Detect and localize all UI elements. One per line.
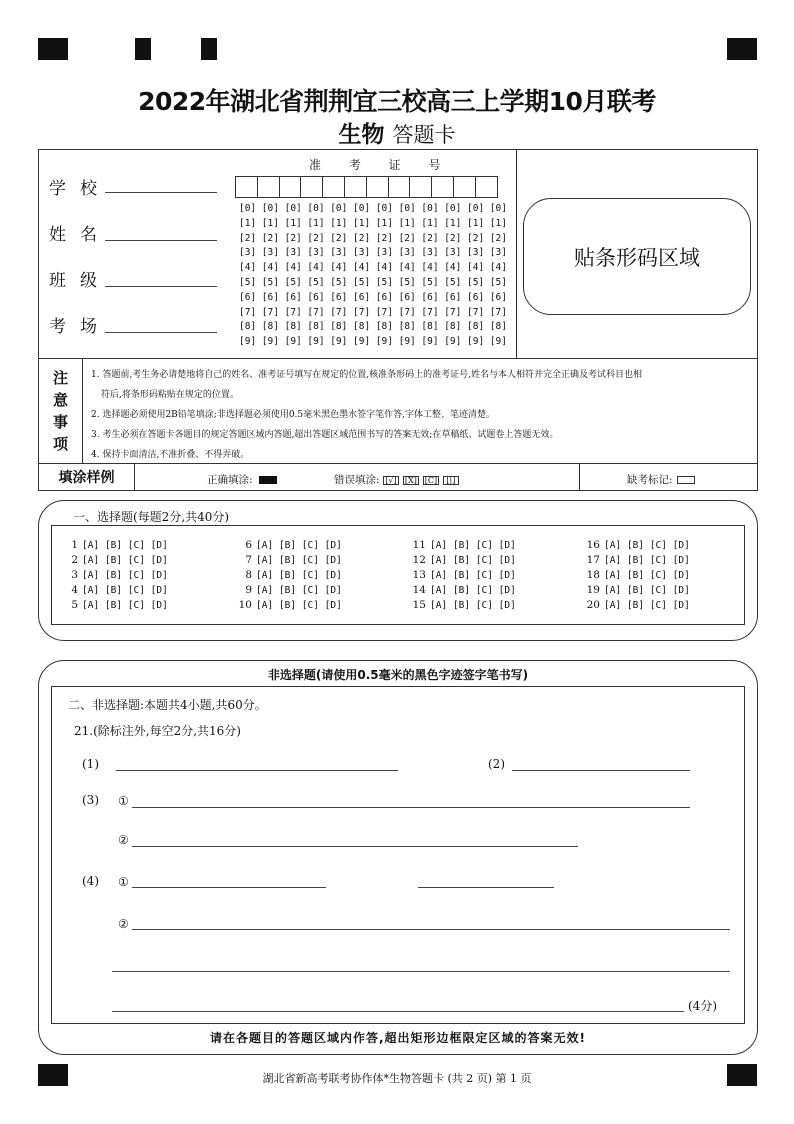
exam-id-label: 准 考 证 号 xyxy=(309,158,453,172)
digit-bubble[interactable]: [3] xyxy=(284,247,302,259)
choice-row[interactable] xyxy=(410,598,516,613)
digit-bubble[interactable]: [2] xyxy=(444,232,462,244)
answer-options[interactable]: [A] [B] [C] [D] xyxy=(82,585,168,596)
barcode-area xyxy=(523,198,751,315)
notes-label xyxy=(39,359,83,463)
digit-bubble[interactable]: [0] xyxy=(353,203,371,214)
digit-bubble[interactable]: [1] xyxy=(398,217,416,229)
answer-line[interactable] xyxy=(132,807,690,808)
absent-mark-box[interactable] xyxy=(677,476,695,484)
digit-bubble[interactable]: [0] xyxy=(307,203,325,214)
digit-bubble[interactable]: [5] xyxy=(444,276,462,288)
question-number: 17 xyxy=(586,554,600,566)
question-number: 16 xyxy=(586,539,600,551)
question-number: 10 xyxy=(238,599,252,611)
digit-bubble[interactable]: [6] xyxy=(239,291,257,303)
digit-bubble[interactable]: [5] xyxy=(353,276,371,288)
score-note: (4分) xyxy=(688,999,717,1013)
note-item: 4. 保持卡面清洁,不准折叠、不得弄破。 xyxy=(91,450,250,460)
digit-bubble[interactable]: [9] xyxy=(489,336,507,348)
question-number: 20 xyxy=(586,599,600,611)
digit-bubble[interactable]: [4] xyxy=(467,262,485,274)
digit-bubble[interactable]: [6] xyxy=(398,291,416,303)
digit-bubble[interactable]: [9] xyxy=(421,336,439,348)
free-response-section xyxy=(38,660,758,1055)
digit-bubble[interactable]: [2] xyxy=(239,232,257,244)
exam-id-digit-column[interactable] xyxy=(285,202,302,350)
question-number: 11 xyxy=(412,539,426,551)
answer-options[interactable]: [A] [B] [C] [D] xyxy=(82,540,168,551)
digit-bubble[interactable]: [9] xyxy=(353,336,371,348)
barcode-label: 贴条形码区域 xyxy=(574,245,700,270)
digit-bubble[interactable]: [3] xyxy=(444,247,462,259)
digit-bubble[interactable]: [1] xyxy=(489,217,507,229)
digit-bubble[interactable]: [7] xyxy=(398,306,416,318)
note-item: 2. 选择题必须使用2B铅笔填涂;非选择题必须使用0.5毫米黑色墨水签字笔作答,字体工整、笔迹清楚。 xyxy=(91,410,495,420)
wrong-fill-mark: [√] xyxy=(383,476,399,485)
part-3-label: (3) xyxy=(82,793,99,807)
choice-row[interactable] xyxy=(236,538,342,553)
question-21-title: 21.(除标注外,每空2分,共16分) xyxy=(74,724,241,738)
digit-bubble[interactable]: [3] xyxy=(489,247,507,259)
digit-bubble[interactable]: [6] xyxy=(444,291,462,303)
question-number: 3 xyxy=(71,569,78,581)
digit-bubble[interactable]: [5] xyxy=(284,276,302,288)
digit-bubble[interactable]: [0] xyxy=(284,203,302,214)
digit-bubble[interactable]: [8] xyxy=(467,321,485,333)
choice-row[interactable] xyxy=(584,583,690,598)
digit-bubble[interactable]: [6] xyxy=(330,291,348,303)
answer-area[interactable] xyxy=(51,686,745,1024)
digit-bubble[interactable]: [4] xyxy=(489,262,507,274)
digit-bubble[interactable]: [1] xyxy=(375,217,393,229)
digit-bubble[interactable]: [7] xyxy=(467,306,485,318)
digit-bubble[interactable]: [2] xyxy=(261,232,279,244)
absent-mark-label: 缺考标记: xyxy=(627,474,673,486)
digit-bubble[interactable]: [9] xyxy=(444,336,462,348)
alignment-marker xyxy=(135,38,151,60)
digit-bubble[interactable]: [3] xyxy=(398,247,416,259)
digit-bubble[interactable]: [0] xyxy=(239,203,257,214)
digit-bubble[interactable]: [2] xyxy=(330,232,348,244)
choice-row[interactable] xyxy=(62,568,168,583)
digit-bubble[interactable]: [7] xyxy=(330,306,348,318)
digit-bubble[interactable]: [9] xyxy=(375,336,393,348)
choice-row[interactable] xyxy=(62,598,168,613)
answer-options[interactable]: [A] [B] [C] [D] xyxy=(430,600,516,611)
room-field[interactable] xyxy=(105,332,217,333)
answer-line[interactable] xyxy=(112,971,730,972)
circle-1-label: ① xyxy=(118,875,129,889)
school-field[interactable] xyxy=(105,192,217,193)
answer-options[interactable]: [A] [B] [C] [D] xyxy=(430,540,516,551)
section2-banner: 非选择题(请使用0.5毫米的黑色字迹签字笔书写) xyxy=(267,668,529,682)
field-label-school: 学校 xyxy=(49,179,111,199)
digit-bubble[interactable]: [0] xyxy=(261,203,279,214)
digit-bubble[interactable]: [1] xyxy=(284,217,302,229)
question-number: 1 xyxy=(71,539,78,551)
answer-options[interactable]: [A] [B] [C] [D] xyxy=(82,555,168,566)
digit-bubble[interactable]: [4] xyxy=(284,262,302,274)
section2-heading: 二、非选择题:本题共4小题,共60分。 xyxy=(68,698,267,712)
digit-bubble[interactable]: [5] xyxy=(375,276,393,288)
question-number: 14 xyxy=(412,584,426,596)
digit-bubble[interactable]: [6] xyxy=(489,291,507,303)
choice-row[interactable] xyxy=(62,553,168,568)
question-number: 19 xyxy=(586,584,600,596)
digit-bubble[interactable]: [6] xyxy=(284,291,302,303)
choice-row[interactable] xyxy=(584,568,690,583)
choice-row[interactable] xyxy=(236,598,342,613)
digit-bubble[interactable]: [2] xyxy=(284,232,302,244)
alignment-marker xyxy=(201,38,217,60)
digit-bubble[interactable]: [2] xyxy=(398,232,416,244)
digit-bubble[interactable]: [4] xyxy=(353,262,371,274)
class-field[interactable] xyxy=(105,286,217,287)
digit-bubble[interactable]: [6] xyxy=(353,291,371,303)
choice-row[interactable] xyxy=(236,568,342,583)
digit-bubble[interactable]: [9] xyxy=(467,336,485,348)
digit-bubble[interactable]: [7] xyxy=(261,306,279,318)
digit-bubble[interactable]: [9] xyxy=(330,336,348,348)
digit-bubble[interactable]: [7] xyxy=(444,306,462,318)
fill-sample-label: 填涂样例 xyxy=(39,464,135,490)
answer-options[interactable]: [A] [B] [C] [D] xyxy=(604,600,690,611)
digit-bubble[interactable]: [4] xyxy=(261,262,279,274)
digit-bubble[interactable]: [5] xyxy=(421,276,439,288)
digit-bubble[interactable]: [4] xyxy=(307,262,325,274)
circle-2-label: ② xyxy=(118,917,129,931)
answer-line[interactable] xyxy=(132,887,326,888)
digit-bubble[interactable]: [3] xyxy=(239,247,257,259)
correct-fill-mark xyxy=(259,476,277,484)
exam-id-digit-column[interactable] xyxy=(444,202,461,350)
answer-options[interactable]: [A] [B] [C] [D] xyxy=(256,540,342,551)
digit-bubble[interactable]: [4] xyxy=(421,262,439,274)
question-number: 6 xyxy=(245,539,252,551)
section1-heading: 一、选择题(每题2分,共40分) xyxy=(69,508,233,525)
digit-bubble[interactable]: [9] xyxy=(284,336,302,348)
answer-options[interactable]: [A] [B] [C] [D] xyxy=(256,555,342,566)
digit-bubble[interactable]: [5] xyxy=(467,276,485,288)
digit-bubble[interactable]: [6] xyxy=(307,291,325,303)
alignment-marker xyxy=(38,38,68,60)
page-footer: 湖北省新高考联考协作体*生物答题卡 (共 2 页) 第 1 页 xyxy=(262,1072,532,1085)
digit-bubble[interactable]: [7] xyxy=(307,306,325,318)
exam-id-boxes[interactable] xyxy=(236,176,498,198)
digit-bubble[interactable]: [0] xyxy=(421,203,439,214)
digit-bubble[interactable]: [6] xyxy=(421,291,439,303)
name-field[interactable] xyxy=(105,240,217,241)
page-title: 2022年湖北省荆荆宜三校高三上学期10月联考 xyxy=(138,87,656,116)
student-info-block xyxy=(38,149,758,359)
digit-bubble[interactable]: [6] xyxy=(375,291,393,303)
question-number: 5 xyxy=(71,599,78,611)
question-number: 4 xyxy=(71,584,78,596)
answer-options[interactable]: [A] [B] [C] [D] xyxy=(430,585,516,596)
digit-bubble[interactable]: [8] xyxy=(307,321,325,333)
exam-id-digit-column[interactable] xyxy=(421,202,438,350)
note-item: 1. 答题前,考生务必请楚地将自己的姓名、准考证号填写在规定的位置,核准条形码上的准考证号,姓名与本人相符并完全正确及考试科目也相 xyxy=(91,370,643,380)
exam-id-digit-column[interactable] xyxy=(490,202,507,350)
answer-options[interactable]: [A] [B] [C] [D] xyxy=(82,570,168,581)
notes-label-text: 注意事项 xyxy=(52,369,68,453)
digit-bubble[interactable]: [2] xyxy=(421,232,439,244)
choice-row[interactable] xyxy=(410,583,516,598)
question-number: 18 xyxy=(586,569,600,581)
digit-bubble[interactable]: [4] xyxy=(375,262,393,274)
part-2-label: (2) xyxy=(488,757,505,771)
wrong-fill-label: 错误填涂: xyxy=(334,474,380,486)
notes-block xyxy=(38,359,758,464)
digit-bubble[interactable]: [1] xyxy=(239,217,257,229)
page-subtitle xyxy=(0,116,794,149)
choice-row[interactable] xyxy=(236,553,342,568)
question-number: 7 xyxy=(245,554,252,566)
exam-id-digit-column[interactable] xyxy=(376,202,393,350)
digit-bubble[interactable]: [0] xyxy=(489,203,507,214)
answer-options[interactable]: [A] [B] [C] [D] xyxy=(256,585,342,596)
digit-bubble[interactable]: [2] xyxy=(467,232,485,244)
choice-row[interactable] xyxy=(62,583,168,598)
choice-row[interactable] xyxy=(584,598,690,613)
digit-bubble[interactable]: [6] xyxy=(467,291,485,303)
digit-bubble[interactable]: [1] xyxy=(261,217,279,229)
field-label-name: 姓名 xyxy=(49,225,111,245)
digit-bubble[interactable]: [6] xyxy=(261,291,279,303)
exam-id-digit-column[interactable] xyxy=(353,202,370,350)
question-number: 9 xyxy=(245,584,252,596)
digit-bubble[interactable]: [5] xyxy=(307,276,325,288)
question-number: 12 xyxy=(412,554,426,566)
answer-line[interactable] xyxy=(112,1011,684,1012)
digit-bubble[interactable]: [3] xyxy=(421,247,439,259)
digit-bubble[interactable]: [9] xyxy=(239,336,257,348)
digit-bubble[interactable]: [4] xyxy=(398,262,416,274)
digit-bubble[interactable]: [0] xyxy=(444,203,462,214)
exam-id-digit-column[interactable] xyxy=(467,202,484,350)
choice-row[interactable] xyxy=(410,553,516,568)
choice-row[interactable] xyxy=(236,583,342,598)
digit-bubble[interactable]: [2] xyxy=(307,232,325,244)
answer-line[interactable] xyxy=(132,846,578,847)
choice-row[interactable] xyxy=(62,538,168,553)
wrong-fill-mark: [C] xyxy=(424,475,438,485)
digit-bubble[interactable]: [0] xyxy=(375,203,393,214)
wrong-fill-mark: [X] xyxy=(403,476,419,485)
digit-bubble[interactable]: [2] xyxy=(489,232,507,244)
digit-bubble[interactable]: [3] xyxy=(307,247,325,259)
exam-id-digit-column[interactable] xyxy=(307,202,324,350)
answer-line[interactable] xyxy=(132,929,730,930)
digit-bubble[interactable]: [0] xyxy=(467,203,485,214)
answer-options[interactable]: [A] [B] [C] [D] xyxy=(256,600,342,611)
wrong-fill-mark: [|] xyxy=(443,476,459,485)
digit-bubble[interactable]: [3] xyxy=(330,247,348,259)
circle-1-label: ① xyxy=(118,794,129,808)
choice-row[interactable] xyxy=(410,538,516,553)
answer-options[interactable]: [A] [B] [C] [D] xyxy=(430,555,516,566)
digit-bubble[interactable]: [1] xyxy=(353,217,371,229)
answer-area-warning: 请在各题目的答题区域内作答,超出矩形边框限定区域的答案无效! xyxy=(209,1031,587,1045)
digit-bubble[interactable]: [4] xyxy=(239,262,257,274)
exam-id-digit-column[interactable] xyxy=(239,202,256,350)
question-number: 15 xyxy=(412,599,426,611)
digit-bubble[interactable]: [8] xyxy=(444,321,462,333)
digit-bubble[interactable]: [8] xyxy=(330,321,348,333)
digit-bubble[interactable]: [1] xyxy=(467,217,485,229)
digit-bubble[interactable]: [3] xyxy=(261,247,279,259)
digit-bubble[interactable]: [8] xyxy=(489,321,507,333)
part-4-label: (4) xyxy=(82,874,99,888)
answer-line[interactable] xyxy=(512,770,690,771)
choice-row[interactable] xyxy=(584,538,690,553)
answer-options[interactable]: [A] [B] [C] [D] xyxy=(604,540,690,551)
choice-row[interactable] xyxy=(584,553,690,568)
digit-bubble[interactable]: [1] xyxy=(421,217,439,229)
digit-bubble[interactable]: [8] xyxy=(353,321,371,333)
choice-row[interactable] xyxy=(410,568,516,583)
digit-bubble[interactable]: [9] xyxy=(398,336,416,348)
question-number: 8 xyxy=(245,569,252,581)
note-item: 符后,将条形码粘贴在规定的位置。 xyxy=(101,390,239,400)
digit-bubble[interactable]: [0] xyxy=(398,203,416,214)
digit-bubble[interactable]: [8] xyxy=(375,321,393,333)
card-type: 答题卡 xyxy=(392,123,456,147)
multiple-choice-section xyxy=(38,500,758,641)
digit-bubble[interactable]: [8] xyxy=(239,321,257,333)
digit-bubble[interactable]: [2] xyxy=(375,232,393,244)
field-label-room: 考场 xyxy=(49,317,111,337)
digit-bubble[interactable]: [8] xyxy=(421,321,439,333)
digit-bubble[interactable]: [7] xyxy=(284,306,302,318)
fill-sample-block xyxy=(38,464,758,491)
digit-bubble[interactable]: [5] xyxy=(261,276,279,288)
circle-2-label: ② xyxy=(118,833,129,847)
digit-bubble[interactable]: [8] xyxy=(261,321,279,333)
digit-bubble[interactable]: [1] xyxy=(444,217,462,229)
digit-bubble[interactable]: [4] xyxy=(444,262,462,274)
digit-bubble[interactable]: [4] xyxy=(330,262,348,274)
digit-bubble[interactable]: [5] xyxy=(398,276,416,288)
digit-bubble[interactable]: [7] xyxy=(375,306,393,318)
correct-fill-label: 正确填涂: xyxy=(207,474,253,486)
answer-options[interactable]: [A] [B] [C] [D] xyxy=(256,570,342,581)
digit-bubble[interactable]: [7] xyxy=(421,306,439,318)
answer-line[interactable] xyxy=(418,887,554,888)
answer-options[interactable]: [A] [B] [C] [D] xyxy=(604,570,690,581)
exam-id-digit-column[interactable] xyxy=(330,202,347,350)
digit-bubble[interactable]: [5] xyxy=(239,276,257,288)
digit-bubble[interactable]: [7] xyxy=(239,306,257,318)
digit-bubble[interactable]: [3] xyxy=(467,247,485,259)
digit-bubble[interactable]: [9] xyxy=(307,336,325,348)
digit-bubble[interactable]: [3] xyxy=(375,247,393,259)
digit-bubble[interactable]: [9] xyxy=(261,336,279,348)
digit-bubble[interactable]: [1] xyxy=(330,217,348,229)
part-1-label: (1) xyxy=(82,757,99,771)
digit-bubble[interactable]: [0] xyxy=(330,203,348,214)
multiple-choice-grid xyxy=(51,525,745,625)
digit-bubble[interactable]: [5] xyxy=(330,276,348,288)
answer-line[interactable] xyxy=(116,770,398,771)
digit-bubble[interactable]: [7] xyxy=(489,306,507,318)
exam-id-digit-column[interactable] xyxy=(262,202,279,350)
alignment-marker xyxy=(727,38,757,60)
answer-options[interactable]: [A] [B] [C] [D] xyxy=(430,570,516,581)
digit-bubble[interactable]: [3] xyxy=(353,247,371,259)
note-item: 3. 考生必须在答题卡各题目的规定答题区域内答题,超出答题区域范围书写的答案无效;在草稿纸、试题卷上答题无效。 xyxy=(91,430,559,440)
answer-options[interactable]: [A] [B] [C] [D] xyxy=(604,555,690,566)
question-number: 2 xyxy=(71,554,78,566)
digit-bubble[interactable]: [1] xyxy=(307,217,325,229)
digit-bubble[interactable]: [8] xyxy=(284,321,302,333)
exam-id-digit-column[interactable] xyxy=(399,202,416,350)
subject-name: 生物 xyxy=(338,122,385,148)
digit-bubble[interactable]: [7] xyxy=(353,306,371,318)
digit-bubble[interactable]: [2] xyxy=(353,232,371,244)
question-number: 13 xyxy=(412,569,426,581)
answer-options[interactable]: [A] [B] [C] [D] xyxy=(604,585,690,596)
digit-bubble[interactable]: [5] xyxy=(489,276,507,288)
digit-bubble[interactable]: [8] xyxy=(398,321,416,333)
field-label-class: 班级 xyxy=(49,271,111,291)
answer-options[interactable]: [A] [B] [C] [D] xyxy=(82,600,168,611)
